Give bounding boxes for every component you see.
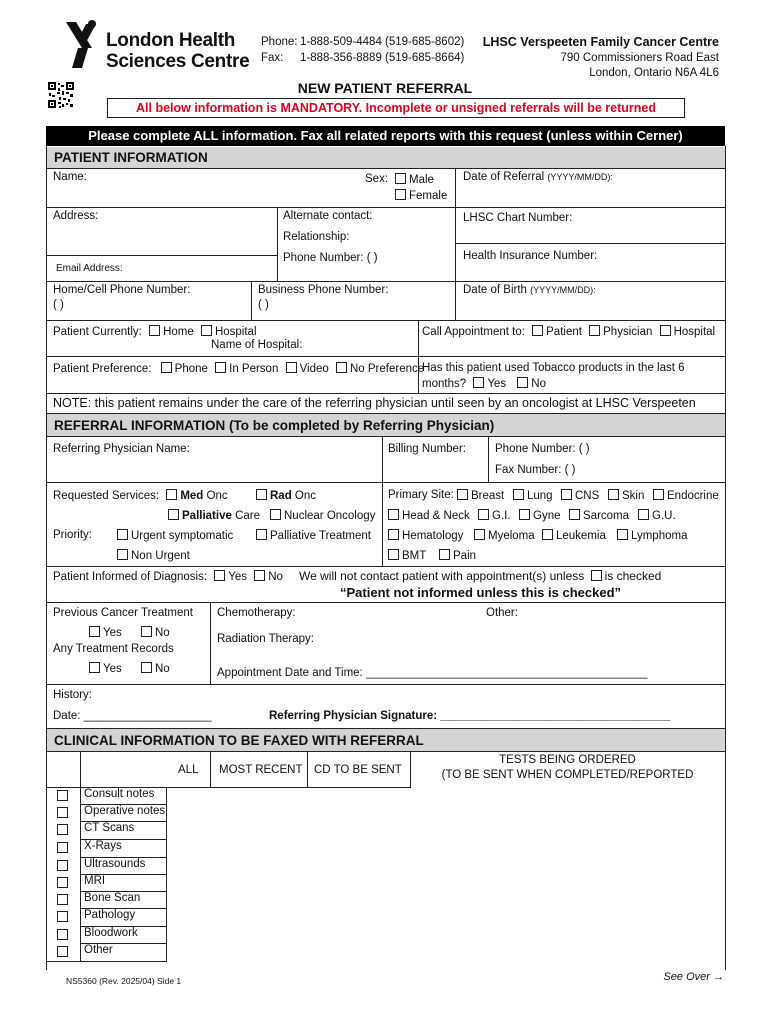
call-physician-checkbox[interactable] — [589, 325, 600, 336]
health-insurance-label: Health Insurance Number: — [463, 250, 598, 262]
physician-phone-label: Phone Number: ( ) — [495, 443, 590, 455]
logo-figure-icon — [62, 18, 102, 74]
palliative-treatment-option[interactable]: Palliative Treatment — [256, 529, 371, 542]
site-option[interactable]: Sarcoma — [569, 509, 629, 522]
pref-no-preference-checkbox[interactable] — [336, 362, 347, 373]
business-phone-label: Business Phone Number: — [258, 284, 389, 296]
site-option[interactable]: BMT — [388, 549, 426, 562]
email-label: Email Address: — [56, 263, 123, 274]
palliative-care-checkbox[interactable] — [168, 509, 179, 520]
hospital-checkbox[interactable] — [201, 325, 212, 336]
sex-label: Sex: — [365, 173, 389, 185]
fax-value: 1-888-356-8889 (519-685-8664) — [300, 52, 465, 64]
tests-ordered-header-2: (TO BE SENT WHEN COMPLETED/REPORTED — [441, 769, 694, 781]
history-label: History: — [53, 689, 92, 701]
urgent-option[interactable]: Urgent symptomatic — [117, 529, 233, 542]
records-no-checkbox[interactable] — [141, 662, 152, 673]
home-phone-paren: ( ) — [53, 299, 64, 311]
site-option[interactable]: CNS — [561, 489, 599, 502]
centre-address-2: London, Ontario N6A 4L6 — [589, 67, 719, 79]
records-no-option[interactable]: No — [141, 662, 170, 675]
list-item[interactable]: Operative notes — [46, 804, 166, 821]
site-option[interactable]: Gyne — [519, 509, 561, 522]
form-title: NEW PATIENT REFERRAL — [297, 80, 473, 96]
informed-yes-checkbox[interactable] — [214, 570, 225, 581]
phone-label: Phone: — [261, 36, 298, 48]
instructions-banner-text: Please complete ALL information. Fax all related reports with this request (unless within Cerner) — [88, 128, 683, 143]
list-item[interactable]: MRI — [46, 874, 166, 891]
home-checkbox[interactable] — [149, 325, 160, 336]
records-yes-option[interactable]: Yes — [89, 662, 122, 675]
col-cd-header: CD TO BE SENT — [314, 764, 402, 776]
site-option[interactable]: Head & Neck — [388, 509, 470, 522]
logo-line-1: London Health — [106, 30, 236, 51]
date-of-referral-label: Date of Referral (YYYY/MM/DD): — [463, 171, 613, 183]
referral-info-heading: REFERRAL INFORMATION (To be completed by Referring Physician) — [47, 414, 725, 436]
mandatory-notice-text: All below information is MANDATORY. Incomplete or unsigned referrals will be returned — [136, 101, 656, 115]
not-informed-quote: “Patient not informed unless this is checked” — [340, 585, 622, 600]
med-onc-checkbox[interactable] — [166, 489, 177, 500]
tobacco-yes-checkbox[interactable] — [473, 377, 484, 388]
prev-yes-option[interactable]: Yes — [89, 626, 122, 639]
informed-no-checkbox[interactable] — [254, 570, 265, 581]
palliative-treatment-checkbox[interactable] — [256, 529, 267, 540]
date-line: Date: ____________________ — [53, 710, 212, 722]
site-option[interactable]: G.U. — [638, 509, 676, 522]
alternate-contact-label: Alternate contact: — [283, 210, 373, 222]
billing-number-label: Billing Number: — [388, 443, 466, 455]
address-label: Address: — [53, 210, 99, 222]
col-all-header: ALL — [178, 764, 199, 776]
tests-ordered-header-1: TESTS BEING ORDERED — [499, 754, 636, 766]
patient-info-heading: PATIENT INFORMATION — [47, 147, 725, 168]
business-phone-paren: ( ) — [258, 299, 269, 311]
centre-name: LHSC Verspeeten Family Cancer Centre — [482, 35, 719, 49]
contact-notice: We will not contact patient with appointment(s) unless is checked — [299, 569, 662, 583]
fax-label: Fax: — [261, 52, 284, 64]
prev-no-checkbox[interactable] — [141, 626, 152, 637]
list-item[interactable]: Bone Scan — [46, 891, 166, 908]
site-option[interactable]: Lymphoma — [617, 529, 687, 542]
name-of-hospital-label: Name of Hospital: — [211, 339, 303, 351]
tobacco-question: Has this patient used Tobacco products in the last 6 — [422, 362, 685, 374]
site-option[interactable]: Hematology — [388, 529, 463, 542]
signature-line: Referring Physician Signature: ____________________________________ — [269, 710, 671, 722]
lhsc-logo — [62, 18, 250, 78]
site-option[interactable]: G.I. — [478, 509, 511, 522]
call-hospital-checkbox[interactable] — [660, 325, 671, 336]
site-option[interactable]: Breast — [457, 489, 504, 502]
patient-preference-row: Patient Preference: Phone In Person Video No Preference — [53, 363, 425, 375]
male-checkbox[interactable] — [395, 173, 406, 184]
non-urgent-checkbox[interactable] — [117, 549, 128, 560]
informed-diagnosis-row: Patient Informed of Diagnosis: Yes No — [53, 571, 283, 583]
records-yes-checkbox[interactable] — [89, 662, 100, 673]
rad-onc-option[interactable]: Rad Onc — [256, 489, 316, 502]
site-option[interactable]: Pain — [439, 549, 476, 562]
tobacco-no-checkbox[interactable] — [517, 377, 528, 388]
requested-services-row: Requested Services: Med Onc — [53, 490, 228, 502]
relationship-label: Relationship: — [283, 231, 350, 243]
clinical-info-heading: CLINICAL INFORMATION TO BE FAXED WITH REFERRAL — [47, 729, 725, 751]
list-item[interactable]: Pathology — [46, 908, 166, 925]
call-appointment-row: Call Appointment to: Patient Physician Hospital — [422, 326, 716, 338]
col-most-recent-header: MOST RECENT — [219, 764, 303, 776]
urgent-checkbox[interactable] — [117, 529, 128, 540]
physician-fax-label: Fax Number: ( ) — [495, 464, 576, 476]
non-urgent-option[interactable]: Non Urgent — [117, 549, 190, 562]
site-option[interactable]: Lung — [513, 489, 553, 502]
priority-label: Priority: — [53, 529, 92, 541]
mandatory-notice — [107, 98, 685, 118]
sex-female-option[interactable]: Female — [395, 189, 447, 202]
treatment-records-label: Any Treatment Records — [53, 643, 174, 655]
logo-line-2: Sciences Centre — [106, 51, 250, 72]
site-option[interactable]: Endocrine — [653, 489, 719, 502]
lhsc-chart-label: LHSC Chart Number: — [463, 212, 573, 224]
list-item[interactable]: Consult notes — [46, 787, 166, 804]
list-item[interactable]: Other — [46, 943, 166, 960]
see-over: See Over → — [663, 971, 724, 983]
home-phone-label: Home/Cell Phone Number: — [53, 284, 191, 296]
pref-video-checkbox[interactable] — [286, 362, 297, 373]
other-treatment-label: Other: — [486, 607, 518, 619]
palliative-care-option[interactable]: Palliative Care — [168, 509, 260, 522]
patient-currently-row: Patient Currently: Home Hospital — [53, 326, 257, 338]
list-item[interactable]: CT Scans — [46, 821, 166, 838]
prev-yes-checkbox[interactable] — [89, 626, 100, 637]
name-label: Name: — [53, 171, 87, 183]
radiation-therapy-label: Radiation Therapy: — [217, 633, 314, 645]
referring-physician-label: Referring Physician Name: — [53, 443, 190, 455]
form-code: NS5360 (Rev. 2025/04) Side 1 — [66, 976, 182, 986]
not-informed-checkbox[interactable] — [591, 570, 602, 581]
chemotherapy-label: Chemotherapy: — [217, 607, 296, 619]
list-item[interactable]: Bloodwork — [46, 926, 166, 943]
dob-label: Date of Birth (YYYY/MM/DD): — [463, 284, 596, 296]
alt-phone-label: Phone Number: ( ) — [283, 252, 378, 264]
site-option[interactable]: Skin — [608, 489, 644, 502]
pref-in-person-checkbox[interactable] — [215, 362, 226, 373]
appointment-date-line: Appointment Date and Time: ____________________________________________ — [217, 667, 648, 679]
nuclear-oncology-checkbox[interactable] — [270, 509, 281, 520]
list-item[interactable]: Ultrasounds — [46, 857, 166, 874]
tobacco-answers: months? Yes No — [422, 378, 546, 390]
prev-no-option[interactable]: No — [141, 626, 170, 639]
list-item[interactable]: X-Rays — [46, 839, 166, 856]
female-checkbox[interactable] — [395, 189, 406, 200]
instructions-banner — [46, 126, 725, 146]
site-option[interactable]: Myeloma — [474, 529, 535, 542]
primary-site-label: Primary Site: — [388, 489, 454, 501]
site-option[interactable]: Leukemia — [542, 529, 606, 542]
nuclear-oncology-option[interactable]: Nuclear Oncology — [270, 509, 375, 522]
rad-onc-checkbox[interactable] — [256, 489, 267, 500]
pref-phone-checkbox[interactable] — [161, 362, 172, 373]
phone-value: 1-888-509-4484 (519-685-8602) — [300, 36, 465, 48]
sex-male-option[interactable]: Male — [395, 173, 434, 186]
call-patient-checkbox[interactable] — [532, 325, 543, 336]
care-note: NOTE: this patient remains under the care of the referring physician until seen by an oncologist at LHSC Verspeeten — [53, 396, 696, 410]
name-field[interactable] — [53, 186, 353, 204]
previous-treatment-label: Previous Cancer Treatment — [53, 607, 193, 619]
centre-address-1: 790 Commissioners Road East — [560, 52, 719, 64]
